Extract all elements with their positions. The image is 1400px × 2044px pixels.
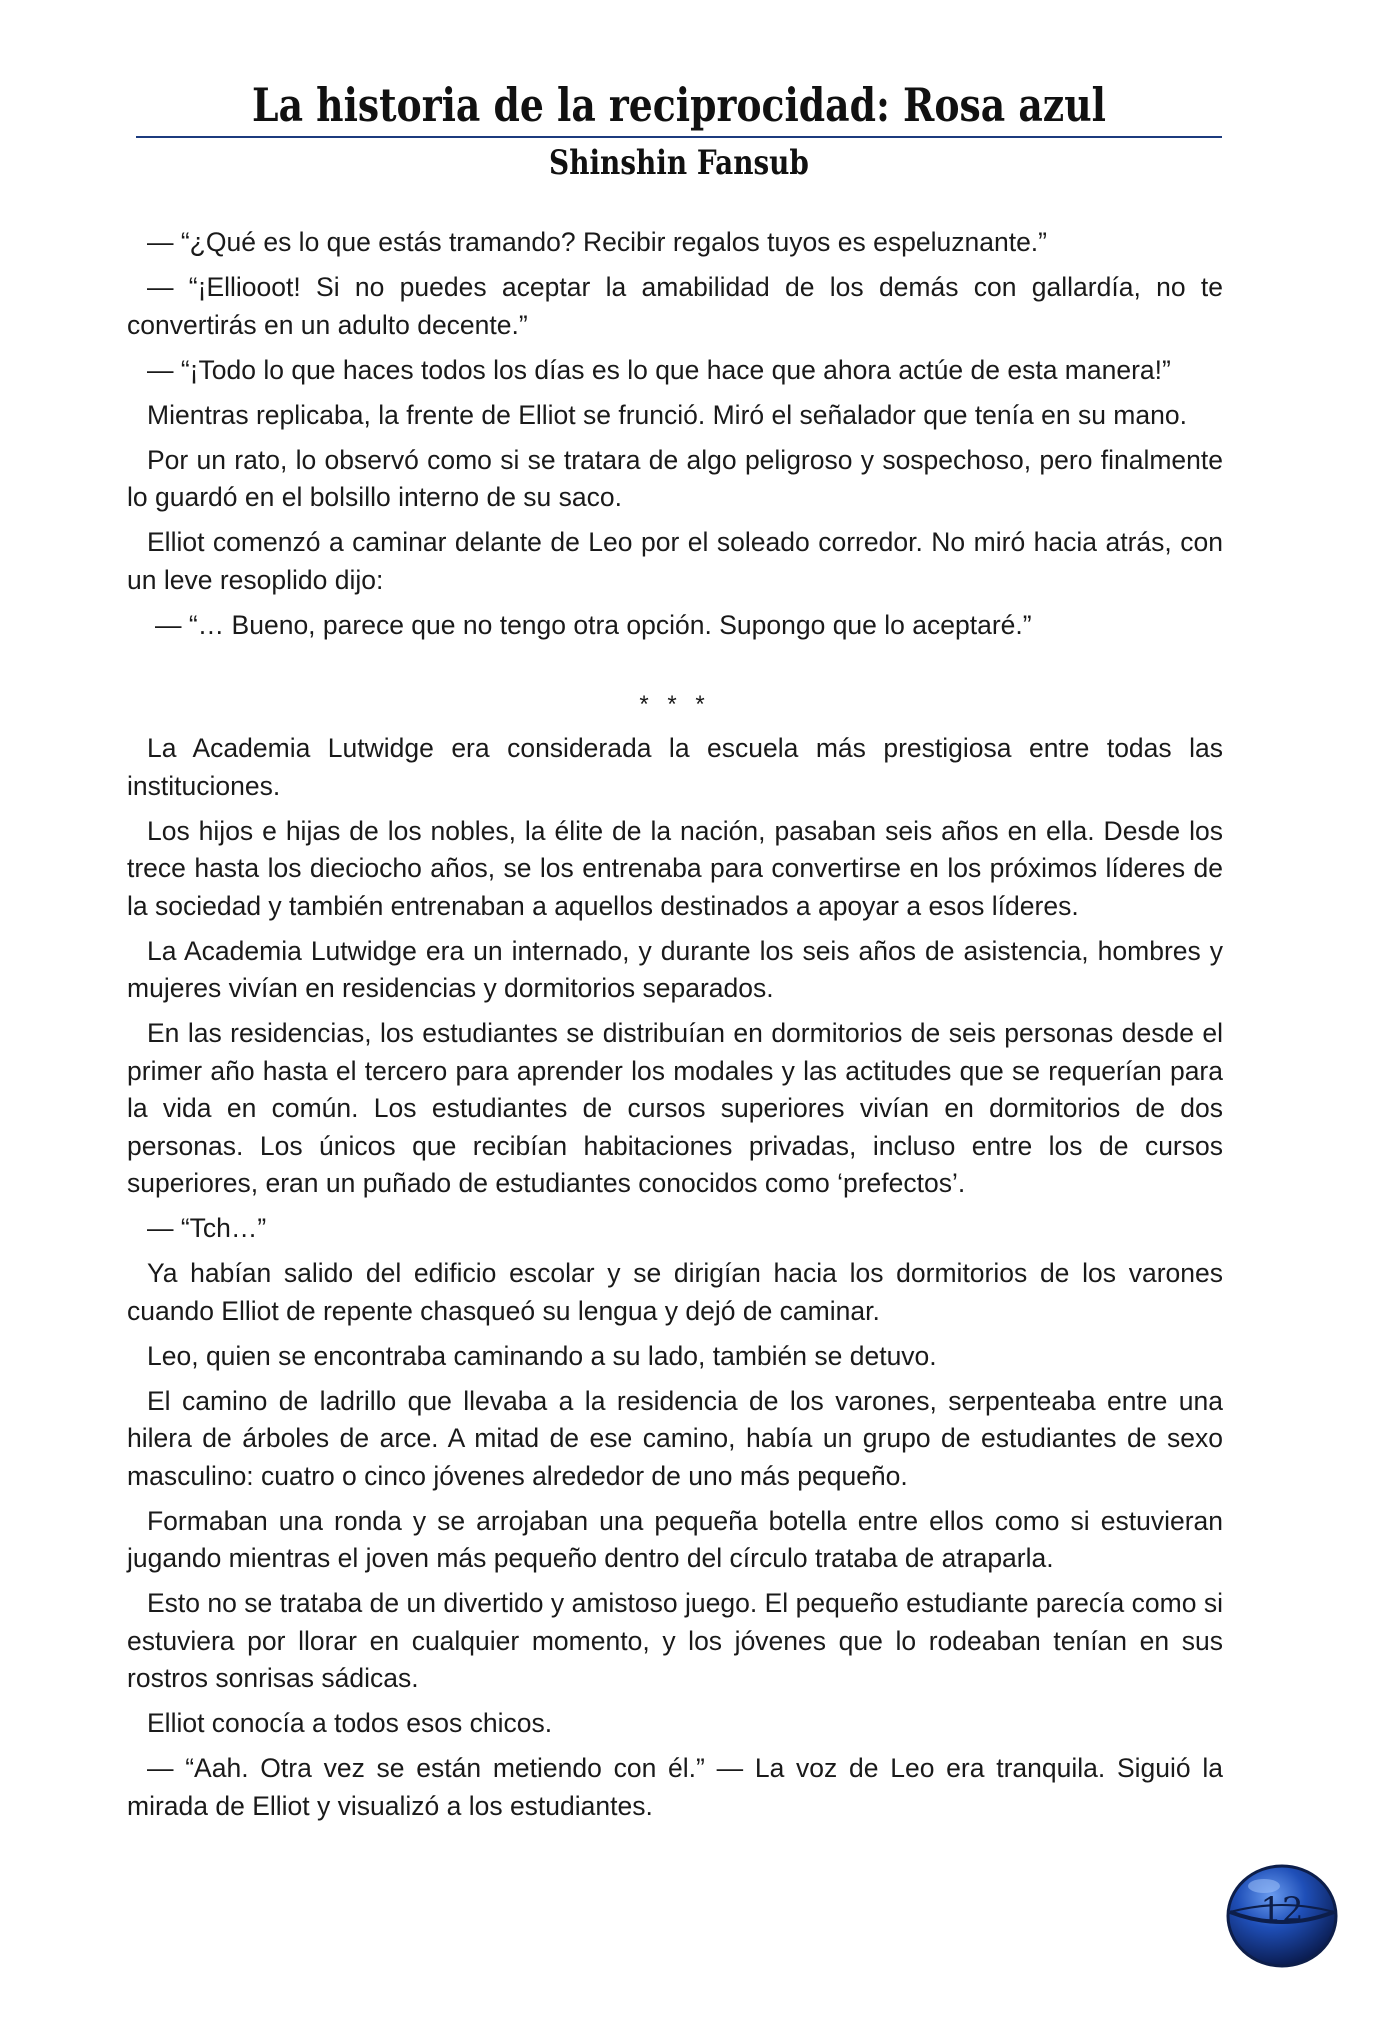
page-header (136, 74, 1222, 188)
page-number-badge (1222, 1860, 1342, 1970)
paragraph: En las residencias, los estudiantes se distribuían en dormitorios de seis personas desde el primer año hasta el tercero para aprender los modales y las actitudes que se requerían para la vida en común. Los estudiantes de cursos superiores vivían en dormitorios de dos personas. Los únicos que recibían habitaciones privadas, incluso entre los de cursos superiores, eran un puñado de estudiantes conocidos como ‘prefectos’. (127, 1018, 1223, 1198)
page-number: 12 (1260, 1890, 1304, 1930)
document-title: La historia de la reciprocidad: Rosa azul (252, 78, 1106, 132)
paragraph: — “Aah. Otra vez se están metiendo con él.” — La voz de Leo era tranquila. Siguió la mirada de Elliot y visualizó a los estudiantes. (127, 1753, 1223, 1821)
paragraph: Los hijos e hijas de los nobles, la élite de la nación, pasaban seis años en ella. Desde los trece hasta los dieciocho años, se los entrenaba para convertirse en los próximos líderes de la sociedad y también entrenaban a aquellos destinados a apoyar a esos líderes. (127, 815, 1223, 921)
paragraph: — “¡Elliooot! Si no puedes aceptar la amabilidad de los demás con gallardía, no te convertirás en un adulto decente.” (127, 272, 1223, 340)
paragraph: El camino de ladrillo que llevaba a la residencia de los varones, serpenteaba entre una hilera de árboles de arce. A mitad de ese camino, había un grupo de estudiantes de sexo masculino: cuatro o cinco jóvenes alrededor de uno más pequeño. (127, 1385, 1223, 1491)
paragraph: Ya habían salido del edificio escolar y se dirigían hacia los dormitorios de los varones cuando Elliot de repente chasqueó su lengua y dejó de caminar. (127, 1258, 1223, 1326)
paragraph: Esto no se trataba de un divertido y amistoso juego. El pequeño estudiante parecía como si estuviera por llorar en cualquier momento, y los jóvenes que lo rodeaban tenían en sus rostros sonrisas sádicas. (127, 1588, 1223, 1693)
paragraph: — “¿Qué es lo que estás tramando? Recibir regalos tuyos es espeluznante.” (147, 227, 1047, 257)
paragraph: — “¡Todo lo que haces todos los días es lo que hace que ahora actúe de esta manera!” (147, 354, 1171, 385)
paragraph: Mientras replicaba, la frente de Elliot se frunció. Miró el señalador que tenía en su mano. (147, 399, 1187, 430)
section-separator: * * * (639, 691, 711, 718)
paragraph: Leo, quien se encontraba caminando a su lado, también se detuvo. (147, 1340, 937, 1371)
paragraph: Por un rato, lo observó como si se tratara de algo peligroso y sospechoso, pero finalmente lo guardó en el bolsillo interno de su saco. (127, 444, 1223, 512)
paragraph: La Academia Lutwidge era un internado, y durante los seis años de asistencia, hombres y mujeres vivían en residencias y dormitorios separados. (127, 935, 1223, 1003)
paragraph: Elliot comenzó a caminar delante de Leo por el soleado corredor. No miró hacia atrás, con un leve resoplido dijo: (127, 527, 1223, 595)
body-text (127, 224, 1223, 1833)
paragraph: La Academia Lutwidge era considerada la escuela más prestigiosa entre todas las instituciones. (127, 733, 1223, 801)
paragraph: Formaban una ronda y se arrojaban una pequeña botella entre ellos como si estuvieran jugando mientras el joven más pequeño dentro del círculo trataba de atraparla. (127, 1505, 1223, 1573)
paragraph: — “Tch…” (147, 1213, 267, 1243)
paragraph: — “… Bueno, parece que no tengo otra opción. Supongo que lo aceptaré.” (155, 609, 1032, 640)
document-subtitle: Shinshin Fansub (549, 143, 809, 183)
paragraph: Elliot conocía a todos esos chicos. (147, 1708, 553, 1738)
